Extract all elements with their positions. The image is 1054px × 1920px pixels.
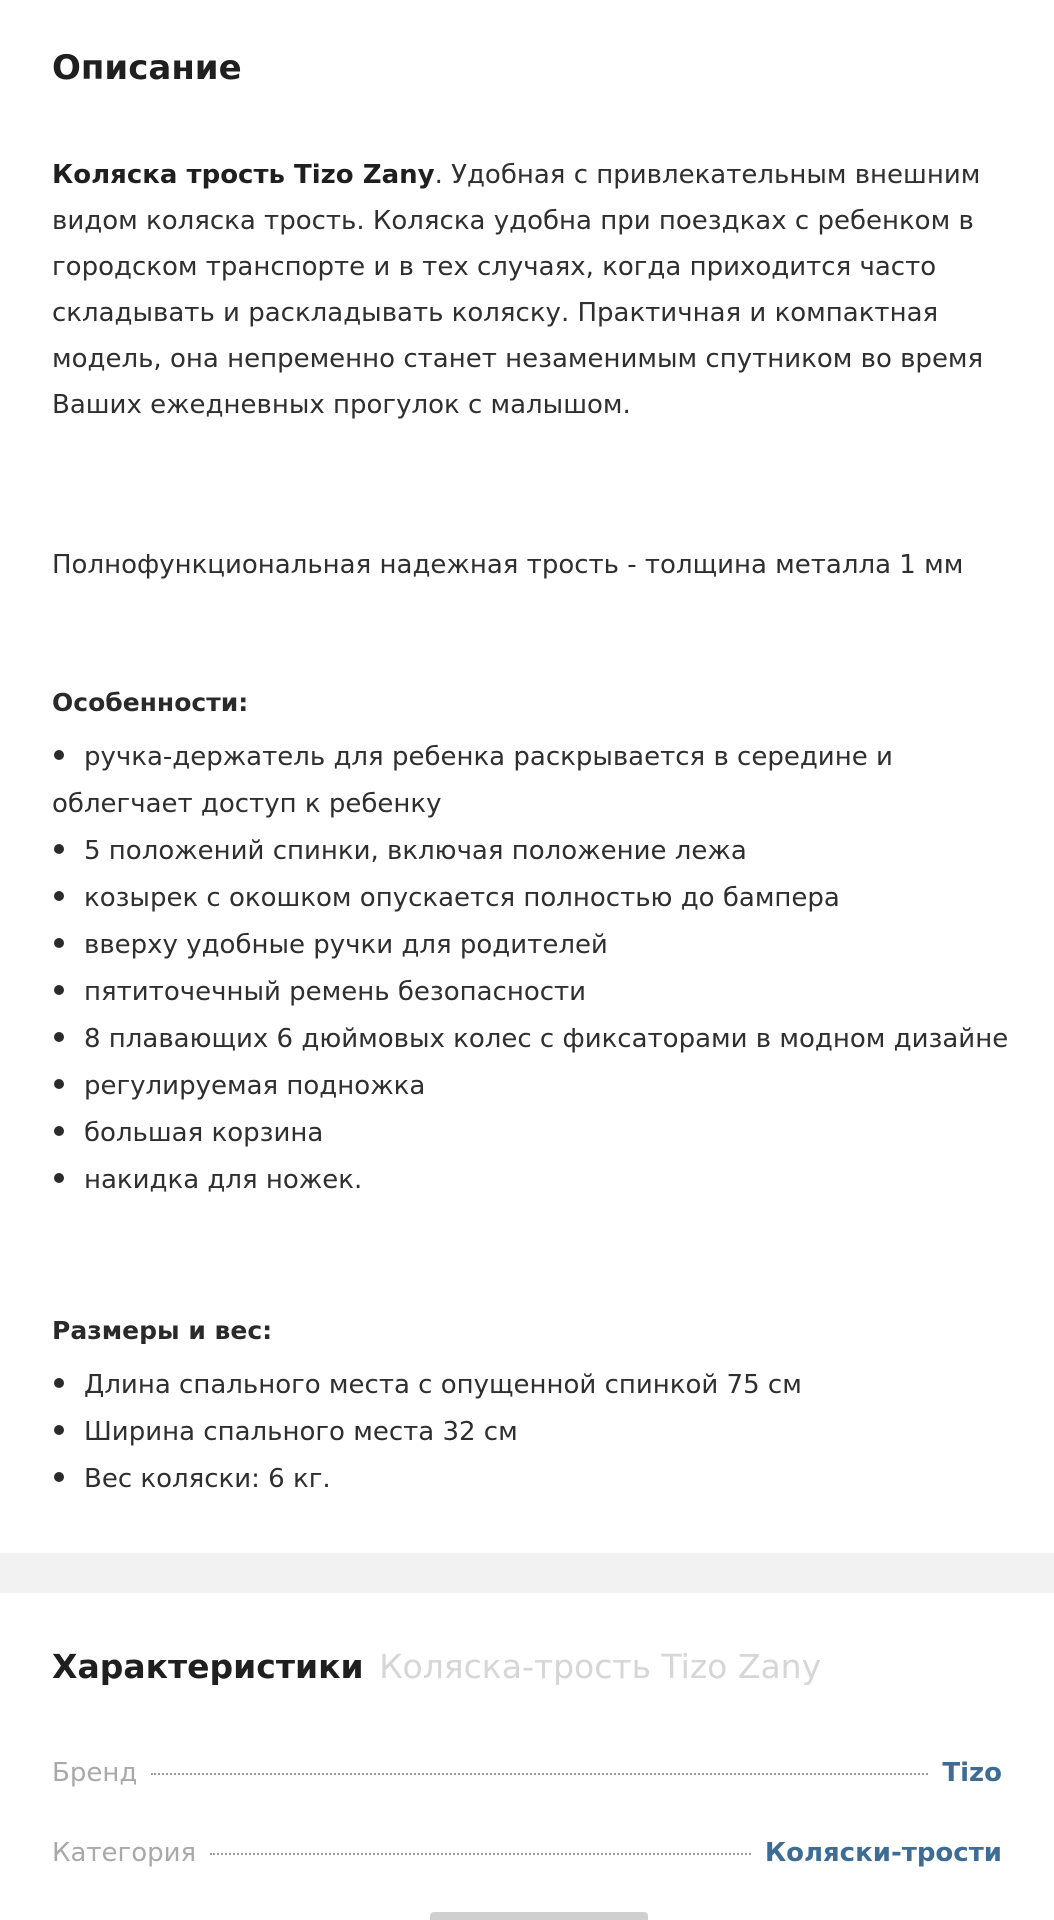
bullet-icon bbox=[54, 1032, 64, 1042]
bullet-icon bbox=[54, 891, 64, 901]
spec-label: Бренд bbox=[52, 1758, 138, 1788]
bullet-icon bbox=[54, 985, 64, 995]
list-item: пятиточечный ремень безопасности bbox=[52, 969, 1012, 1016]
specs-subtitle: Коляска-трость Tizo Zany bbox=[379, 1647, 822, 1686]
bullet-icon bbox=[54, 1425, 64, 1435]
bullet-icon bbox=[54, 938, 64, 948]
dotted-leader bbox=[151, 1773, 928, 1775]
specs-title: Характеристики Коляска-трость Tizo Zany bbox=[52, 1647, 822, 1686]
list-item: Вес коляски: 6 кг. bbox=[52, 1456, 1012, 1503]
bullet-icon bbox=[54, 1079, 64, 1089]
list-item: вверху удобные ручки для родителей bbox=[52, 922, 1012, 969]
spec-value-link[interactable]: Tizo bbox=[942, 1758, 1002, 1788]
bullet-icon bbox=[54, 750, 64, 760]
list-item: регулируемая подножка bbox=[52, 1063, 1012, 1110]
features-list bbox=[52, 734, 1012, 1204]
spec-label: Категория bbox=[52, 1838, 197, 1868]
list-item: 8 плавающих 6 дюймовых колес с фиксаторами в модном дизайне bbox=[52, 1016, 1012, 1063]
description-title: Описание bbox=[52, 48, 242, 88]
list-item: большая корзина bbox=[52, 1110, 1012, 1157]
list-item: Ширина спального места 32 см bbox=[52, 1409, 1012, 1456]
sticky-bar-handle[interactable] bbox=[430, 1912, 648, 1920]
list-item: накидка для ножек. bbox=[52, 1157, 1012, 1204]
description-intro bbox=[52, 152, 1012, 428]
spec-value-link[interactable]: Коляски-трости bbox=[764, 1838, 1002, 1868]
dotted-leader bbox=[210, 1853, 751, 1855]
sizes-list bbox=[52, 1362, 1012, 1503]
bullet-icon bbox=[54, 1378, 64, 1388]
sizes-heading: Размеры и вес: bbox=[52, 1316, 273, 1345]
bullet-icon bbox=[54, 1173, 64, 1183]
list-item: ручка-держатель для ребенка раскрывается в середине и облегчает доступ к ребенку bbox=[52, 742, 893, 819]
section-divider bbox=[0, 1553, 1054, 1593]
bullet-icon bbox=[54, 1126, 64, 1136]
bullet-icon bbox=[54, 1472, 64, 1482]
spec-row-brand bbox=[52, 1758, 1002, 1788]
spec-row-category bbox=[52, 1838, 1002, 1868]
list-item: 5 положений спинки, включая положение лежа bbox=[52, 828, 1012, 875]
description-intro-text: . Удобная с привлекательным внешним видом коляска трость. Коляска удобна при поездках с ребенком в городском транспорте и в тех случаях, когда приходится часто складывать и раскладывать коляску. Практичная и компактная модель, она непременно станет незаменимым спутником во время Ваших ежедневных прогулок с малышом. bbox=[52, 160, 984, 420]
bullet-icon bbox=[54, 844, 64, 854]
list-item: козырек с окошком опускается полностью до бампера bbox=[52, 875, 1012, 922]
features-heading: Особенности: bbox=[52, 688, 249, 717]
specs-section bbox=[0, 1593, 1054, 1920]
list-item: Длина спального места с опущенной спинкой 75 см bbox=[52, 1362, 1012, 1409]
description-paragraph: Полнофункциональная надежная трость - толщина металла 1 мм bbox=[52, 550, 964, 580]
product-name: Коляска трость Tizo Zany bbox=[52, 160, 435, 190]
